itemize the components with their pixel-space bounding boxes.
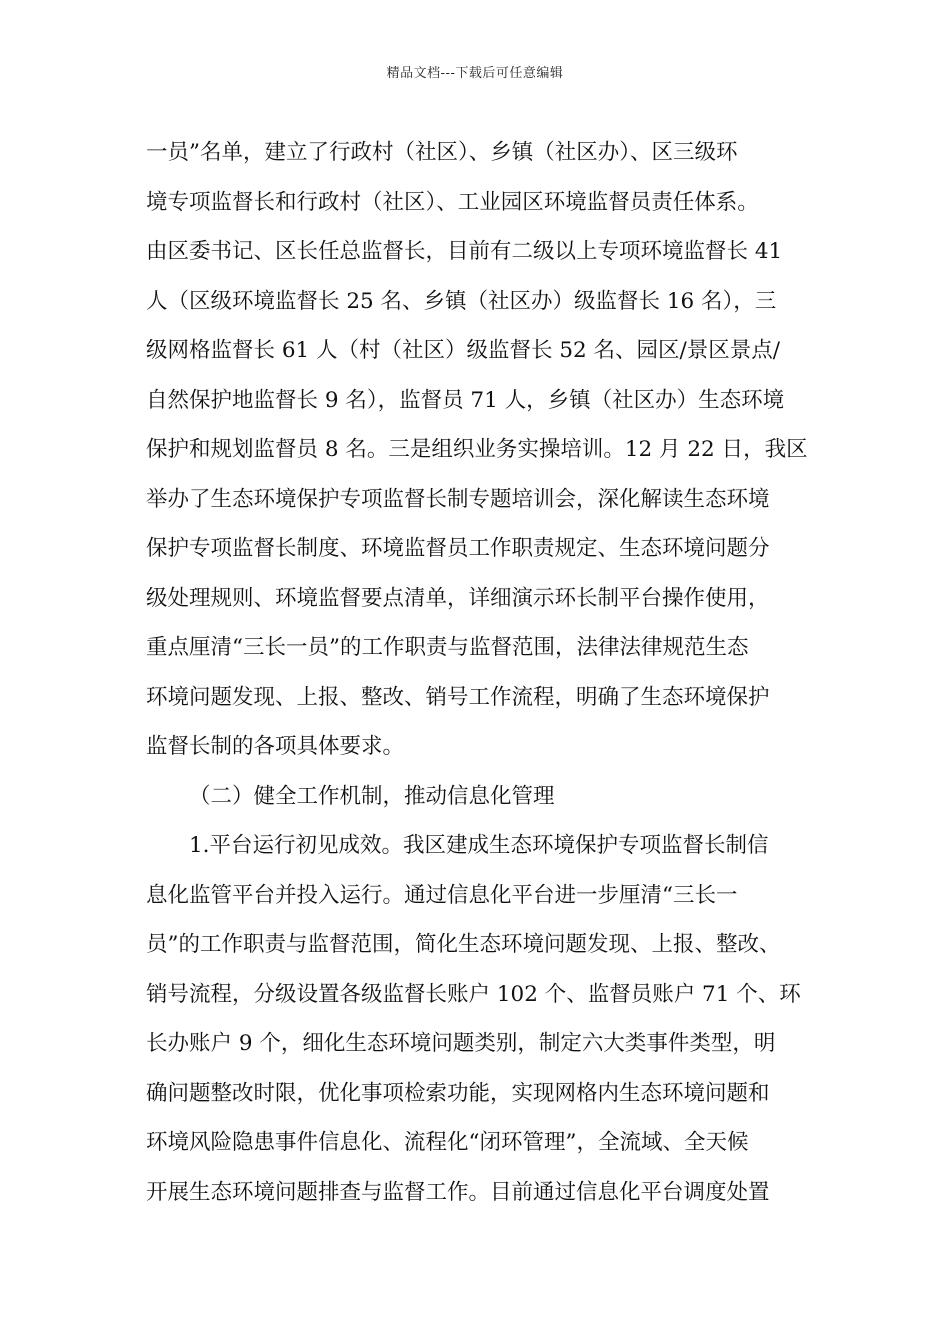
- text-line: 由区委书记、区长任总监督长，目前有二级以上专项环境监督长 41: [146, 239, 783, 264]
- text-line: 保护和规划监督员 8 名。三是组织业务实操培训。12 月 22 日，我区: [146, 437, 808, 462]
- text-line: 员”的工作职责与监督范围，简化生态环境问题发现、上报、整改、: [146, 932, 781, 957]
- text-line: 监督长制的各项具体要求。: [146, 734, 405, 759]
- text-line: 保护专项监督长制度、环境监督员工作职责规定、生态环境问题分: [146, 536, 770, 561]
- text-line: 长办账户 9 个，细化生态环境问题类别，制定六大类事件类型，明: [146, 1031, 776, 1056]
- section-heading: （二）健全工作机制，推动信息化管理: [189, 783, 555, 809]
- page-header: 精品文档---下载后可任意编辑: [386, 66, 564, 81]
- text-line: 重点厘清“三长一员”的工作职责与监督范围，法律法律规范生态: [146, 635, 749, 660]
- text-line: 开展生态环境问题排查与监督工作。目前通过信息化平台调度处置: [146, 1179, 770, 1205]
- body-text: [146, 128, 810, 1217]
- text-line: 销号流程，分级设置各级监督长账户 102 个、监督员账户 71 个、环: [146, 981, 801, 1007]
- text-line: 境专项监督长和行政村（社区）、工业园区环境监督员责任体系。: [146, 189, 759, 215]
- text-line: 人（区级环境监督长 25 名、乡镇（社区办）级监督长 16 名），三: [146, 288, 777, 314]
- text-line: 环境风险隐患事件信息化、流程化“闭环管理”，全流域、全天候: [146, 1130, 749, 1155]
- text-line: 确问题整改时限，优化事项检索功能，实现网格内生态环境问题和: [146, 1080, 770, 1106]
- text-line: 级处理规则、环境监督要点清单，详细演示环长制平台操作使用，: [146, 585, 770, 611]
- text-line: 级网格监督长 61 人（村（社区）级监督长 52 名、园区/景区景点/: [146, 338, 781, 363]
- text-line: 息化监管平台并投入运行。通过信息化平台进一步厘清“三长一: [146, 882, 738, 908]
- text-line: 自然保护地监督长 9 名），监督员 71 人，乡镇（社区办）生态环境: [146, 387, 785, 413]
- text-line: 一员”名单，建立了行政村（社区）、乡镇（社区办）、区三级环: [146, 140, 738, 165]
- text-line: 举办了生态环境保护专项监督长制专题培训会，深化解读生态环境: [146, 486, 770, 512]
- text-line: 环境问题发现、上报、整改、销号工作流程，明确了生态环境保护: [146, 684, 770, 710]
- text-line: 1.平台运行初见成效。我区建成生态环境保护专项监督长制信: [189, 833, 769, 858]
